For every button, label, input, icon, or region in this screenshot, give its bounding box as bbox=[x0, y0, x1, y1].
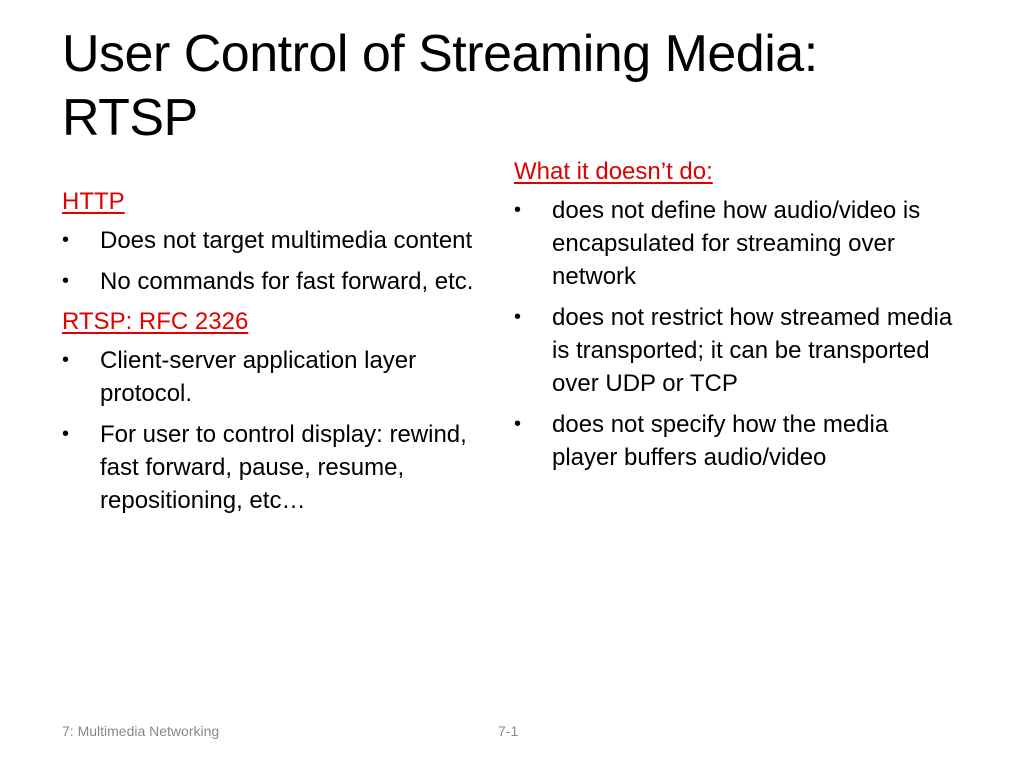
right-column bbox=[514, 156, 954, 482]
bullet-icon: • bbox=[62, 423, 70, 445]
limitations-heading: What it doesn’t do: bbox=[514, 158, 713, 185]
bullet-text: No commands for fast forward, etc. bbox=[100, 268, 474, 295]
bullet-text: For user to control display: rewind, fast forward, pause, resume, repositioning, etc… bbox=[100, 421, 467, 514]
bullet-text: does not restrict how streamed media is transported; it can be transported over UDP or TCP bbox=[552, 304, 953, 397]
bullet-item bbox=[62, 265, 482, 298]
bullet-text: does not define how audio/video is encapsulated for streaming over network bbox=[552, 197, 921, 290]
bullet-icon: • bbox=[514, 199, 522, 221]
bullet-item bbox=[514, 194, 954, 293]
bullet-icon: • bbox=[62, 229, 70, 251]
bullet-icon: • bbox=[514, 306, 522, 328]
bullet-item bbox=[514, 408, 954, 474]
bullet-item bbox=[514, 301, 954, 400]
bullet-item bbox=[62, 224, 482, 257]
rtsp-bullet-list bbox=[62, 344, 482, 517]
limitations-bullet-list bbox=[514, 194, 954, 474]
bullet-icon: • bbox=[514, 413, 522, 435]
slide-title: User Control of Streaming Media: RTSP bbox=[62, 25, 818, 147]
footer-page-number: 7-1 bbox=[498, 723, 519, 739]
footer-chapter: 7: Multimedia Networking bbox=[62, 723, 220, 739]
bullet-icon: • bbox=[62, 349, 70, 371]
left-column bbox=[62, 186, 482, 525]
bullet-item bbox=[62, 344, 482, 410]
http-bullet-list bbox=[62, 224, 482, 298]
bullet-item bbox=[62, 418, 482, 517]
http-heading: HTTP bbox=[62, 188, 125, 215]
rtsp-heading: RTSP: RFC 2326 bbox=[62, 308, 249, 335]
bullet-text: Does not target multimedia content bbox=[100, 227, 473, 254]
bullet-icon: • bbox=[62, 270, 70, 292]
bullet-text: does not specify how the media player buffers audio/video bbox=[552, 411, 889, 471]
bullet-text: Client-server application layer protocol. bbox=[100, 347, 417, 407]
